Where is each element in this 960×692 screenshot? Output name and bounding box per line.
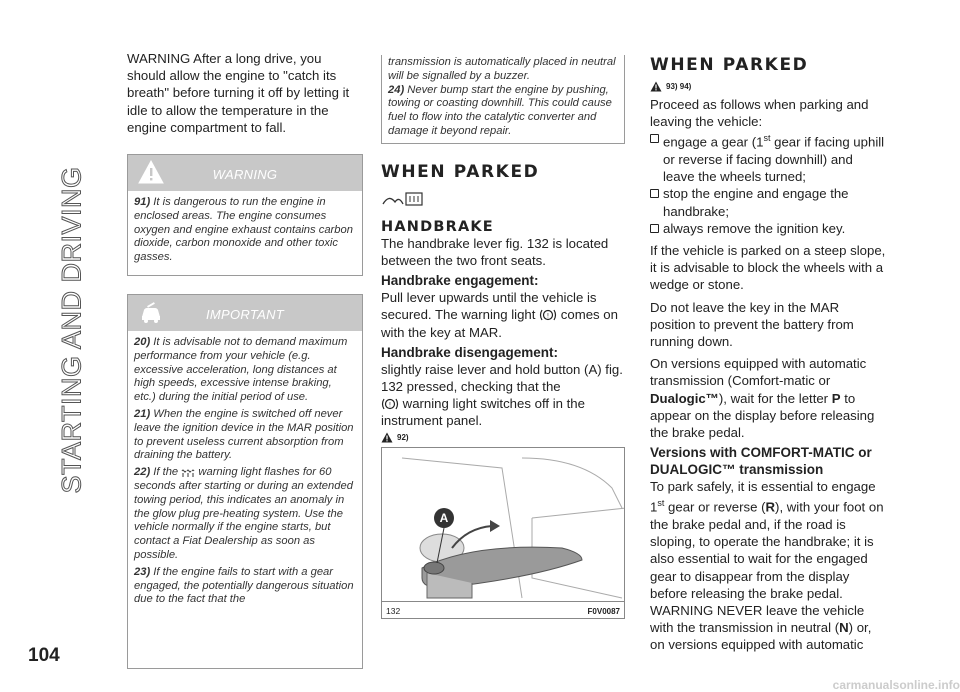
versions-subheading: Versions with COMFORT-MATIC or DUALOGIC™ transmission [650, 445, 872, 478]
checkbox-bullet-icon [650, 134, 659, 143]
figure-code: F0V0087 [587, 606, 620, 616]
note-20: 20) It is advisable not to demand maximum performance from your vehicle (e.g. excessive acceleration, long distances at high speeds, excessive intense braking, etc.) during the initial period of use. [134, 336, 348, 404]
warning-box-header [128, 155, 362, 191]
disengagement-title: Handbrake disengagement: [381, 344, 559, 360]
list-item: stop the engine and engage the handbrake; [650, 185, 886, 219]
references-93-94: 93) 94) [650, 81, 886, 92]
list-item: engage a gear (1st gear if facing uphill or reverse if facing downhill) and leave the wheels turned; [650, 130, 886, 185]
checkbox-bullet-icon [650, 189, 659, 198]
note-24: 24) Never bump start the engine by pushing, towing or coasting downhill. This could cause fuel to flow into the catalytic converter and damage it beyond repair. [388, 83, 612, 137]
page-number: 104 [28, 645, 60, 666]
note-23-continued: transmission is automatically placed in neutral will be signalled by a buzzer. [388, 56, 616, 82]
svg-text:!: ! [546, 312, 550, 320]
reference-92: 92) [381, 432, 625, 443]
engagement-paragraph: Pull lever upwards until the vehicle is secured. The warning light ! comes on with the key at MAR. [381, 290, 618, 340]
watermark: carmanualsonline.info [832, 678, 960, 692]
automatic-paragraph: On versions equipped with automatic transmission (Comfort-matic or Dualogic™), wait for the letter P to appear on the display before releasing the brake pedal. [650, 356, 875, 441]
brake-warning-icon [381, 397, 399, 411]
brake-warning-icon [539, 308, 557, 322]
disengagement-paragraph: slightly raise lever and hold button (A) fig. 132 pressed, checking that the ! warning light switches off in the instrument panel. [381, 361, 623, 429]
warning-box-title: WARNING [212, 167, 278, 183]
figure-number: 132 [386, 605, 401, 616]
handbrake-illustration [382, 448, 625, 604]
checkbox-bullet-icon [650, 224, 659, 233]
warning-box [127, 154, 363, 276]
note-22: 22) If the warning light flashes for 60 seconds after starting or during an extended towing period, this indicates an anomaly in the glow plug pre-heating system. Use the vehicle normally if the engine starts, but contact a Fiat Dealership as soon as possible. [134, 466, 353, 561]
warning-triangle-icon [650, 81, 662, 92]
section-heading-when-parked: WHEN PARKED [381, 161, 540, 182]
important-box [127, 294, 363, 669]
warning-triangle-icon [381, 432, 393, 443]
column-2 [381, 55, 625, 619]
list-item: always remove the ignition key. [650, 220, 886, 237]
engagement-title: Handbrake engagement: [381, 273, 539, 289]
sidebar-section-title: STARTING AND DRIVING [56, 166, 87, 494]
glow-plug-icon [181, 468, 195, 478]
note-91: 91) It is dangerous to run the engine in enclosed areas. The engine consumes oxygen and engine exhaust contains carbon dioxide, carbon monoxide and other toxic gasses. [134, 196, 353, 264]
handbrake-location-paragraph: The handbrake lever fig. 132 is located between the two front seats. [381, 235, 609, 268]
figure-label-a: A [439, 510, 449, 525]
note-23: 23) If the engine fails to start with a gear engaged, the potentially dangerous situation due to the fact that the [134, 565, 354, 606]
figure-caption-divider [382, 601, 624, 602]
intro-paragraph: WARNING After a long drive, you should allow the engine to "catch its breath" before turning it off by letting it idle to allow the temperature in the engine compartment to fall. [127, 51, 350, 135]
slope-paragraph: If the vehicle is parked on a steep slope, it is advisable to block the wheels with a wedge or stone. [650, 243, 886, 293]
figure-132 [381, 447, 625, 619]
park-safely-paragraph: To park safely, it is essential to engage 1st gear or reverse (R), with your foot on the brake pedal and, if the road is sloping, to operate the handbrake; it is also essential to wait for the engaged gear to disappear from the display before releasing the brake pedal. [650, 479, 884, 601]
svg-text:!: ! [388, 401, 392, 409]
continued-note-box [381, 55, 625, 144]
parking-intro: Proceed as follows when parking and leaving the vehicle: [650, 97, 869, 130]
column-1 [127, 50, 363, 669]
key-paragraph: Do not leave the key in the MAR position to prevent the battery from running down. [650, 299, 854, 350]
note-21: 21) When the engine is switched off never leave the ignition device in the MAR position to prevent useless current absorption from draining the battery. [134, 407, 354, 462]
manual-transmission-icon [381, 190, 425, 208]
important-box-header [128, 295, 362, 331]
important-box-title: IMPORTANT [205, 307, 285, 322]
subheading-handbrake: HANDBRAKE [381, 218, 494, 235]
column-3 [650, 55, 886, 654]
parking-steps-list [650, 130, 886, 237]
neutral-warning-paragraph: WARNING NEVER leave the vehicle with the transmission in neutral (N) or, on versions equipped with automatic [650, 603, 872, 653]
section-heading-when-parked-2: WHEN PARKED [650, 55, 809, 75]
